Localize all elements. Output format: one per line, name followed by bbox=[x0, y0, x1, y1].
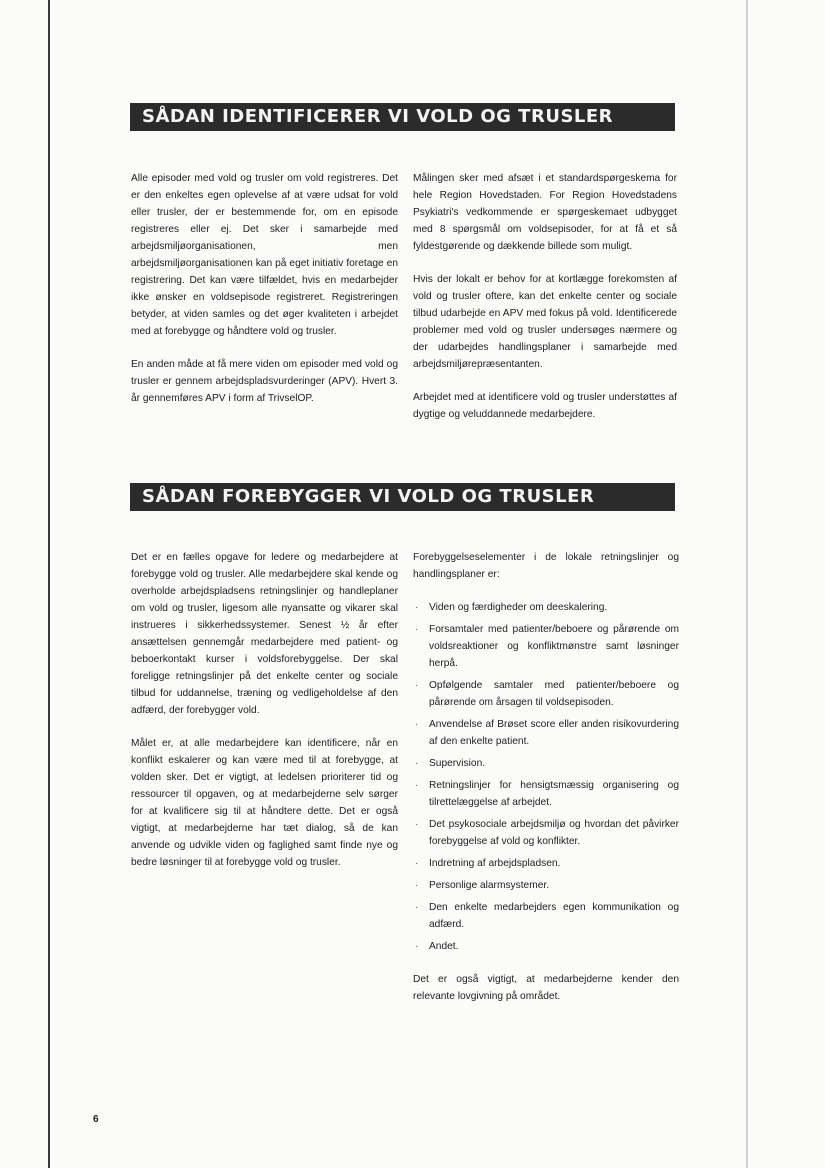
list-item: · Personlige alarmsystemer. bbox=[413, 877, 679, 894]
section2-left-column bbox=[131, 549, 398, 887]
bullet-intro: Forebyggelseselementer i de lokale retningslinjer og handlingsplaner er: bbox=[413, 552, 679, 580]
paragraph: Målingen sker med afsæt i et standardspørgeskema for hele Region Hovedstaden. For Region Hovedstadens Psykiatri's vedkommende er spørgeskemaet udbygget med 8 spørgsmål om voldsepisoder, for at få et så fyldestgørende og dækkende billede som muligt. bbox=[413, 173, 677, 252]
paragraph: Målet er, at alle medarbejdere kan identificere, når en konflikt eskalerer og kan være med til at forebygge, at volden sker. Det er vigtigt, at ledelsen prioriterer tid og ressourcer til opgaven, og at medarbejderne selv sørger for at kvalificere sig til at håndtere dette. Det er også vigtigt, at medarbejderne har tæt dialog, så de kan anvende og udvikle viden og faglighed samt finde nye og bedre løsninger til at forebygge vold og trusler. bbox=[131, 738, 398, 868]
binding-edge bbox=[48, 0, 50, 1168]
list-item: · Anvendelse af Brøset score eller anden risikovurdering af den enkelte patient. bbox=[413, 716, 679, 750]
paragraph: Alle episoder med vold og trusler om vold registreres. Det er den enkeltes egen oplevelse af at være udsat for vold eller trusler, der er bestemmende for, om en episode registreres eller ej. Det sker i samarbejde med arbejdsmiljøorganisationen, men arbejdsmiljøorganisationen kan på eget initiativ foretage en registrering. Det kan være tilfældet, hvis en medarbejder ikke ønsker en voldsepisode registreret. Registreringen betyder, at viden samles og det øger kvaliteten i arbejdet med at forebygge og håndtere vold og trusler. bbox=[131, 173, 398, 337]
paragraph: En anden måde at få mere viden om episoder med vold og trusler er gennem arbejdspladsvurderinger (APV). Hvert 3. år gennemføres APV i form af TrivselOP. bbox=[131, 359, 398, 404]
paragraph: Arbejdet med at identificere vold og trusler understøttes af dygtige og veluddannede medarbejdere. bbox=[413, 392, 677, 420]
list-item: · Retningslinjer for hensigtsmæssig organisering og tilrettelæggelse af arbejdet. bbox=[413, 777, 679, 811]
section-heading-identify: SÅDAN IDENTIFICERER VI VOLD OG TRUSLER bbox=[130, 103, 675, 131]
section1-left-column bbox=[131, 170, 398, 423]
list-item: · Den enkelte medarbejders egen kommunikation og adfærd. bbox=[413, 899, 679, 933]
page-edge bbox=[746, 0, 748, 1168]
list-item: · Indretning af arbejdspladsen. bbox=[413, 855, 679, 872]
list-item: · Opfølgende samtaler med patienter/beboere og pårørende om årsagen til voldsepisoden. bbox=[413, 677, 679, 711]
list-item: · Viden og færdigheder om deeskalering. bbox=[413, 599, 679, 616]
list-item: · Supervision. bbox=[413, 755, 679, 772]
list-item: · Andet. bbox=[413, 938, 679, 955]
list-item: · Forsamtaler med patienter/beboere og pårørende om voldsreaktioner og konfliktmønstre samt løsninger herpå. bbox=[413, 621, 679, 672]
paragraph: Det er en fælles opgave for ledere og medarbejdere at forebygge vold og trusler. Alle medarbejdere skal kende og overholde arbejdspladsens retningslinjer og handleplaner om vold og trusler, ligesom alle nyansatte og vikarer skal instrueres i sikkerhedssystemer. Senest ½ år efter ansættelsen gennemgår medarbejdere med patient- og beboerkontakt kurser i voldsforebyggelse. Der skal foreligge retningslinjer på det enkelte center og sociale tilbud for uddannelse, træning og vedligeholdelse af den adfærd, der forebygger vold. bbox=[131, 552, 398, 716]
section1-right-column bbox=[413, 170, 677, 439]
section2-right-column bbox=[413, 549, 679, 1021]
prevention-list bbox=[413, 599, 679, 955]
section-heading-prevent: SÅDAN FOREBYGGER VI VOLD OG TRUSLER bbox=[130, 483, 675, 511]
paragraph: Hvis der lokalt er behov for at kortlægge forekomsten af vold og trusler oftere, kan det enkelte center og sociale tilbud udarbejde en APV med fokus på vold. Identificerede problemer med vold og trusler undersøges nærmere og der udarbejdes handlingsplaner i samarbejde med arbejdsmiljørepræsentanten. bbox=[413, 274, 677, 370]
page-number: 6 bbox=[93, 1114, 99, 1125]
list-item: · Det psykosociale arbejdsmiljø og hvordan det påvirker forebyggelse af vold og konflikter. bbox=[413, 816, 679, 850]
closing-paragraph: Det er også vigtigt, at medarbejderne kender den relevante lovgivning på området. bbox=[413, 974, 679, 1002]
